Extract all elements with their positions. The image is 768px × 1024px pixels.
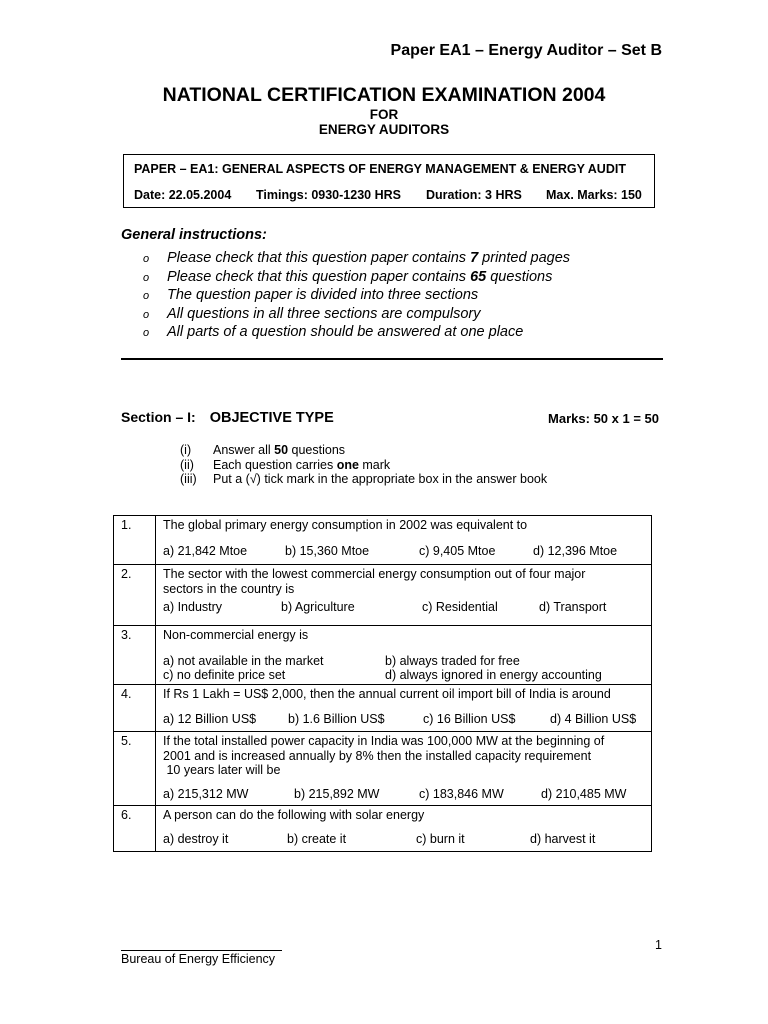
exam-for: FOR [369,107,399,122]
bullet-icon: o [143,308,150,321]
section-divider [121,358,663,360]
option-a: a) destroy it [163,831,229,846]
instruction-item: o Please check that this question paper contains 7 printed pages [143,250,571,266]
bullet-icon: o [143,271,150,284]
bullet-icon: o [143,327,150,339]
instructions-heading: General instructions: [121,227,267,243]
section-marks: Marks: 50 x 1 = 50 [548,411,659,426]
option-b: b) 215,892 MW [294,786,380,801]
option-c: c) no definite price set [163,667,286,682]
option-b: b) 15,360 Mtoe [285,543,370,558]
question-row [114,806,652,852]
option-c: c) 9,405 Mtoe [419,543,496,558]
instructions-list [143,250,570,343]
question-options [163,654,651,683]
option-c: c) Residential [422,600,498,614]
option-b: b) always traded for free [385,653,520,668]
questions-table [113,515,652,852]
option-d: d) 4 Billion US$ [550,711,637,726]
page-number: 1 [655,938,662,952]
question-row [114,626,652,685]
question-text: Non-commercial energy is [163,628,309,642]
option-d: d) 12,396 Mtoe [533,543,618,558]
question-text: A person can do the following with solar energy [163,808,425,822]
paper-label: Paper EA1 – Energy Auditor – Set B [390,42,662,59]
option-d: d) Transport [539,600,607,614]
option-b: b) 1.6 Billion US$ [288,711,385,726]
exam-date: Date: 22.05.2004 [134,188,232,202]
option-c: c) burn it [416,831,465,846]
section-type: OBJECTIVE TYPE [209,410,334,426]
footer-organization: Bureau of Energy Efficiency [121,952,276,966]
question-row [114,565,652,626]
question-text: The sector with the lowest commercial energy consumption out of four major sectors in the country is [163,567,586,596]
question-options [163,544,651,559]
option-d: d) harvest it [530,831,596,846]
question-row [114,516,652,565]
bullet-icon: o [143,290,150,302]
instruction-item: o All parts of a question should be answered at one place [143,324,524,340]
question-row [114,732,652,806]
exam-timings: Timings: 0930-1230 HRS [256,188,401,202]
option-d: d) 210,485 MW [541,786,627,801]
instruction-item: o Please check that this question paper contains 65 questions [143,268,553,285]
question-options [163,832,651,847]
option-b: b) Agriculture [281,600,355,614]
exam-title: NATIONAL CERTIFICATION EXAMINATION 2004 [162,84,606,106]
option-a: a) 12 Billion US$ [163,711,257,726]
question-row [114,685,652,732]
question-options [163,600,651,615]
exam-audience: ENERGY AUDITORS [318,122,450,137]
option-b: b) create it [287,831,347,846]
option-c: c) 183,846 MW [419,786,504,801]
option-a: a) 215,312 MW [163,786,249,801]
paper-name: PAPER – EA1: GENERAL ASPECTS OF ENERGY MANAGEMENT & ENERGY AUDIT [134,162,626,176]
footer-divider [121,950,282,951]
question-options [163,712,651,727]
exam-duration: Duration: 3 HRS [426,188,522,202]
question-number: 6. [114,806,156,852]
exam-max-marks: Max. Marks: 150 [546,188,642,202]
question-number: 3. [114,626,156,685]
question-number: 5. [114,732,156,806]
option-c: c) 16 Billion US$ [423,711,516,726]
instruction-item: o All questions in all three sections are compulsory [143,305,481,322]
question-text: If Rs 1 Lakh = US$ 2,000, then the annual current oil import bill of India is around [163,687,611,701]
question-text: If the total installed power capacity in India was 100,000 MW at the beginning of 2001 and is increased annually by 8% then the installed capacity requirement 10 years later will be [163,734,605,777]
question-options [163,787,651,802]
question-number: 4. [114,685,156,732]
option-d: d) always ignored in energy accounting [385,667,602,682]
option-a: a) Industry [163,600,223,614]
instruction-item: o The question paper is divided into three sections [143,287,479,303]
question-number: 2. [114,565,156,626]
question-text: The global primary energy consumption in 2002 was equivalent to [163,518,528,532]
question-number: 1. [114,516,156,565]
paper-info-box [123,154,655,208]
bullet-icon: o [143,253,150,265]
section-label: Section – I: [121,409,196,425]
option-a: a) not available in the market [163,653,324,668]
option-a: a) 21,842 Mtoe [163,543,248,558]
section-heading [121,409,334,426]
